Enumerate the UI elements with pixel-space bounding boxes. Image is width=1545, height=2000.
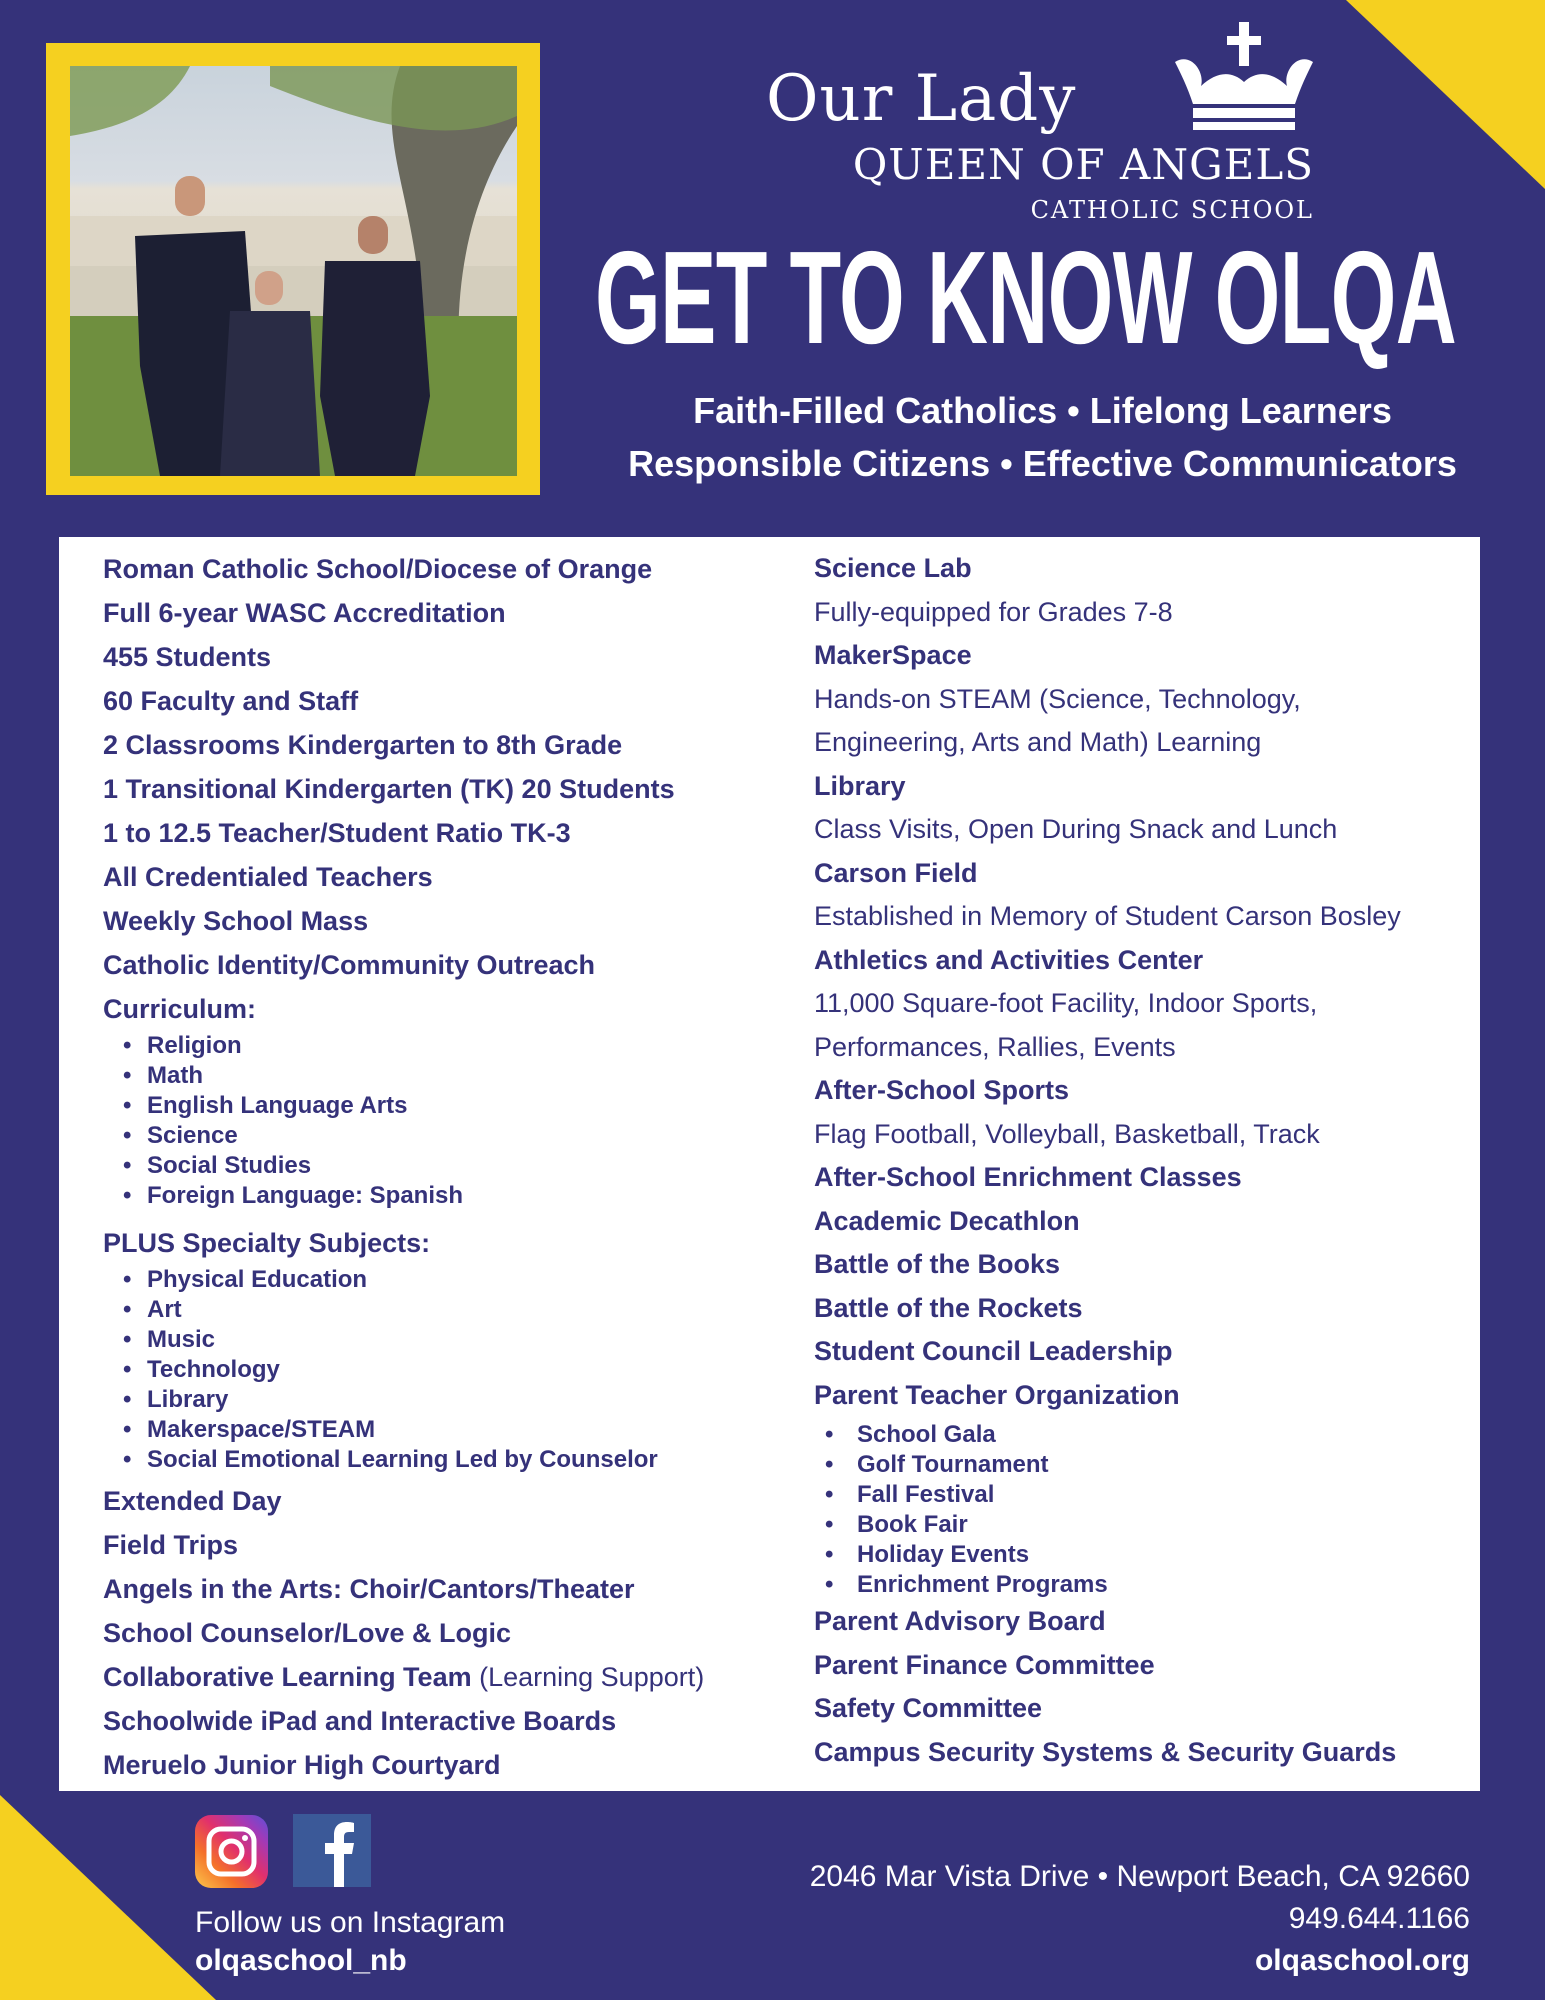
- curriculum-item: • Foreign Language: Spanish: [103, 1181, 783, 1211]
- specialty-item: • Library: [103, 1385, 783, 1415]
- facility-title: Athletics and Activities Center: [814, 944, 1204, 975]
- fact-item: Angels in the Arts: Choir/Cantors/Theater: [103, 1574, 635, 1604]
- facebook-icon[interactable]: [293, 1814, 371, 1887]
- fact-item: 1 to 12.5 Teacher/Student Ratio TK-3: [103, 818, 571, 848]
- curriculum-item: • Science: [103, 1121, 783, 1151]
- photo-frame: [46, 43, 540, 495]
- logo-catholic-school: CATHOLIC SCHOOL: [1030, 196, 1314, 224]
- facility-desc: Hands-on STEAM (Science, Technology,: [814, 683, 1301, 714]
- pto-event: • Fall Festival: [814, 1480, 1474, 1510]
- facility-desc: Fully-equipped for Grades 7-8: [814, 596, 1173, 627]
- facility-title: Library: [814, 770, 906, 801]
- address: 2046 Mar Vista Drive • Newport Beach, CA 92660: [809, 1860, 1470, 1893]
- logo-queen-of-angels: QUEEN OF ANGELS: [852, 140, 1314, 189]
- fact-item: Field Trips: [103, 1530, 239, 1560]
- facility-desc: Performances, Rallies, Events: [814, 1031, 1176, 1062]
- fact-item: Roman Catholic School/Diocese of Orange: [103, 554, 653, 584]
- facility-desc: Class Visits, Open During Snack and Lunch: [814, 814, 1338, 844]
- pto-event: • Enrichment Programs: [814, 1570, 1474, 1600]
- collab-team-label: Collaborative Learning Team: [103, 1662, 472, 1692]
- fact-item: School Counselor/Love & Logic: [103, 1618, 512, 1648]
- instagram-icon[interactable]: [195, 1815, 268, 1888]
- program-item: Parent Finance Committee: [814, 1649, 1155, 1680]
- follow-instagram-label: Follow us on Instagram: [195, 1906, 506, 1939]
- tagline: Responsible Citizens • Effective Communicators: [628, 443, 1457, 484]
- instagram-handle[interactable]: olqaschool_nb: [195, 1944, 407, 1977]
- fact-item: 60 Faculty and Staff: [103, 686, 359, 716]
- facility-title: MakerSpace: [814, 640, 972, 670]
- fact-item: Schoolwide iPad and Interactive Boards: [103, 1706, 617, 1736]
- pto-event: • School Gala: [814, 1420, 1474, 1450]
- website-link[interactable]: olqaschool.org: [1254, 1944, 1470, 1977]
- facility-title: Carson Field: [814, 857, 978, 888]
- specialty-item: • Technology: [103, 1355, 783, 1385]
- page-title: GET TO KNOW OLQA: [595, 224, 1457, 371]
- facility-title: After-School Sports: [814, 1075, 1070, 1105]
- school-logo: [760, 22, 1320, 232]
- fact-item: All Credentialed Teachers: [103, 862, 433, 892]
- fact-item: 455 Students: [103, 642, 272, 672]
- corner-accent: [1346, 0, 1545, 189]
- fact-item: Weekly School Mass: [103, 906, 369, 936]
- program-item: Battle of the Rockets: [814, 1292, 1083, 1323]
- program-item: After-School Enrichment Classes: [814, 1162, 1242, 1192]
- specialty-item: • Art: [103, 1295, 783, 1325]
- left-column: [103, 547, 783, 1787]
- facility-desc: 11,000 Square-foot Facility, Indoor Sports,: [814, 988, 1318, 1018]
- program-item: Student Council Leadership: [814, 1336, 1173, 1366]
- program-item: Parent Advisory Board: [814, 1606, 1106, 1636]
- program-item: Parent Teacher Organization: [814, 1379, 1180, 1410]
- tagline: Faith-Filled Catholics • Lifelong Learners: [693, 390, 1392, 431]
- collab-team-note: (Learning Support): [471, 1662, 705, 1692]
- pto-event: • Golf Tournament: [814, 1450, 1474, 1480]
- specialty-item: • Social Emotional Learning Led by Counselor: [103, 1445, 783, 1475]
- logo-our-lady: Our Lady: [766, 62, 1077, 136]
- curriculum-item: • Math: [103, 1061, 783, 1091]
- pto-event: • Holiday Events: [814, 1540, 1474, 1570]
- pto-event: • Book Fair: [814, 1510, 1474, 1540]
- facts-panel: [59, 537, 1480, 1791]
- facility-desc: Established in Memory of Student Carson Bosley: [814, 901, 1401, 931]
- fact-item: Catholic Identity/Community Outreach: [103, 950, 596, 980]
- corner-accent: [0, 1795, 216, 2000]
- curriculum-heading: Curriculum:: [103, 994, 257, 1024]
- phone: 949.644.1166: [1288, 1902, 1470, 1935]
- facility-title: Science Lab: [814, 553, 972, 583]
- program-item: Campus Security Systems & Security Guards: [814, 1736, 1397, 1767]
- specialty-heading: PLUS Specialty Subjects:: [103, 1228, 431, 1258]
- facility-desc: Flag Football, Volleyball, Basketball, Track: [814, 1118, 1320, 1149]
- specialty-item: • Physical Education: [103, 1265, 783, 1295]
- specialty-item: • Music: [103, 1325, 783, 1355]
- program-item: Safety Committee: [814, 1693, 1043, 1723]
- fact-item: 1 Transitional Kindergarten (TK) 20 Students: [103, 774, 675, 804]
- facility-desc: Engineering, Arts and Math) Learning: [814, 727, 1262, 757]
- fact-item: [103, 1655, 783, 1699]
- fact-item: Extended Day: [103, 1486, 282, 1516]
- crown-icon: [1171, 22, 1317, 134]
- fact-item: Meruelo Junior High Courtyard: [103, 1750, 501, 1780]
- fact-item: 2 Classrooms Kindergarten to 8th Grade: [103, 730, 623, 760]
- right-column: [814, 547, 1474, 1774]
- curriculum-item: • Religion: [103, 1031, 783, 1061]
- curriculum-item: • Social Studies: [103, 1151, 783, 1181]
- students-photo: [70, 66, 517, 476]
- specialty-item: • Makerspace/STEAM: [103, 1415, 783, 1445]
- program-item: Battle of the Books: [814, 1249, 1061, 1279]
- program-item: Academic Decathlon: [814, 1205, 1080, 1236]
- fact-item: Full 6-year WASC Accreditation: [103, 598, 506, 628]
- curriculum-item: • English Language Arts: [103, 1091, 783, 1121]
